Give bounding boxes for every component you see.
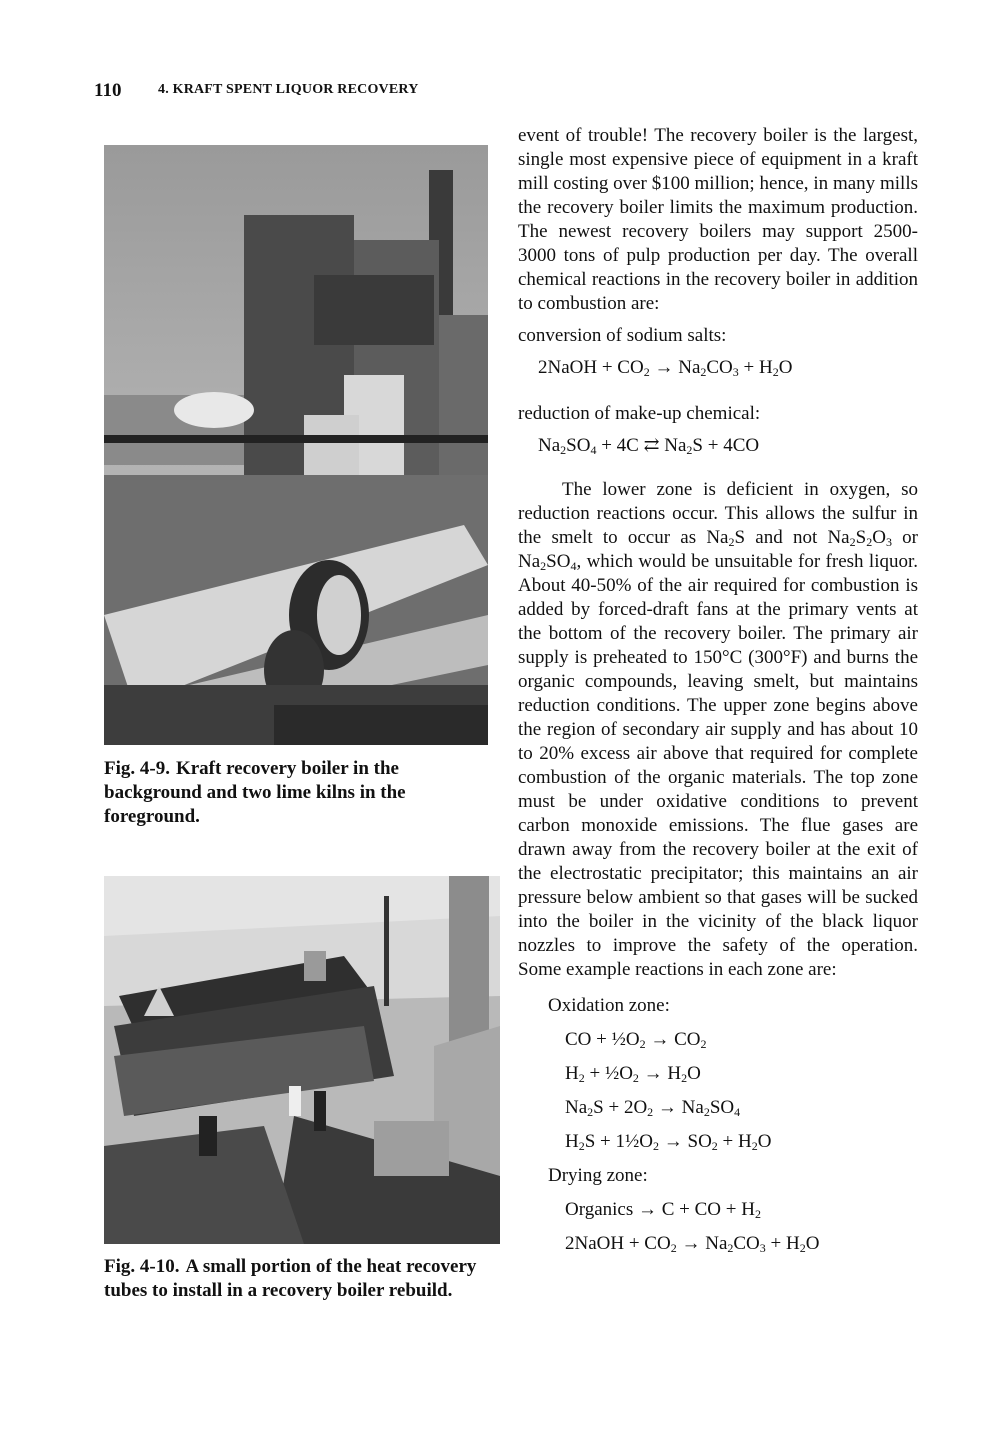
figure-4-9-photo [104,145,488,745]
label-reduction: reduction of make-up chemical: [518,403,761,424]
figure-4-10-label: Fig. 4-10. [104,1256,180,1277]
equation-sodium-conversion: 2NaOH + $CO_2 \to Na_2CO_3 + H_2O$ [538,357,793,379]
body-column [518,124,918,1256]
figure-4-10-caption [104,1255,504,1303]
equation-makeup-reduction: $Na_2SO_4 + 4C$ ⇄ $Na_2S + 4CO$ [538,435,760,457]
label-drying-zone: Drying zone: [548,1165,648,1186]
figure-4-10-caption-text: A small portion of the heat recovery tubes to install in a recovery boiler rebuild. [104,1256,477,1301]
figure-4-10-photo [104,876,500,1244]
body-paragraph-1: event of trouble! The recovery boiler is the largest, single most expensive piece of equipment in a kraft mill costing over $100 million; hence, in many mills the recovery boiler limits the maximum production. The newest recovery boilers may support 2500-3000 tons of pulp production per day. The overall chemical reactions in the recovery boiler in addition to combustion are: [518,125,918,314]
equation-oxidation-3: $Na_2S + 2O_2 \to Na_2SO_4$ [565,1097,741,1119]
figure-4-9-caption [104,757,494,829]
equation-oxidation-2: $H_2$ + $\frac{1}{2}O_2 \to H_2O$ [565,1063,701,1085]
equation-oxidation-4: $H_2S$ + $1\frac{1}{2}O_2 \to SO_2 + H_2O$ [565,1131,772,1153]
figure-4-9-label: Fig. 4-9. [104,758,170,779]
body-paragraph-2: The lower zone is deficient in oxygen, so reduction reactions occur. This allows the sulfur in the smelt to occur as $Na_2S$ and not $Na_2S_2O_3$ or $Na_2SO_4$, which would be unsuitable for fresh liquor. About 40-50% of the air required for combustion is added by forced-draft fans at the primary vents at the bottom of the recovery boiler. The primary air supply is preheated to 150°C (300°F) and burns the organic compounds, leaving smelt, but maintains reduction conditions. The upper zone begins above the region of secondary air supply and has about 10 to 20% excess air above that required for complete combustion of the organic materials. The top zone must be under oxidative conditions to prevent carbon monoxide emissions. The flue gases are drawn away from the recovery boiler at the exit of the electrostatic precipitator; this maintains an air pressure below ambient so that gases will be sucked into the boiler in the vicinity of the black liquor nozzles to improve the safety of the operation. Some example reactions in each zone are: [518,479,918,980]
label-oxidation-zone: Oxidation zone: [548,995,670,1016]
equation-drying-1: Organics → C + CO + $H_2$ [565,1199,761,1221]
equation-drying-2: 2NaOH + $CO_2 \to Na_2CO_3 + H_2O$ [565,1233,820,1255]
equation-oxidation-1: CO + $\frac{1}{2}O_2 \to CO_2$ [565,1029,707,1051]
running-header: 4. KRAFT SPENT LIQUOR RECOVERY [158,82,419,97]
page-number: 110 [94,80,122,101]
figure-4-9-caption-text: Kraft recovery boiler in the background and two lime kilns in the foreground. [104,758,406,827]
label-conversion: conversion of sodium salts: [518,325,727,346]
